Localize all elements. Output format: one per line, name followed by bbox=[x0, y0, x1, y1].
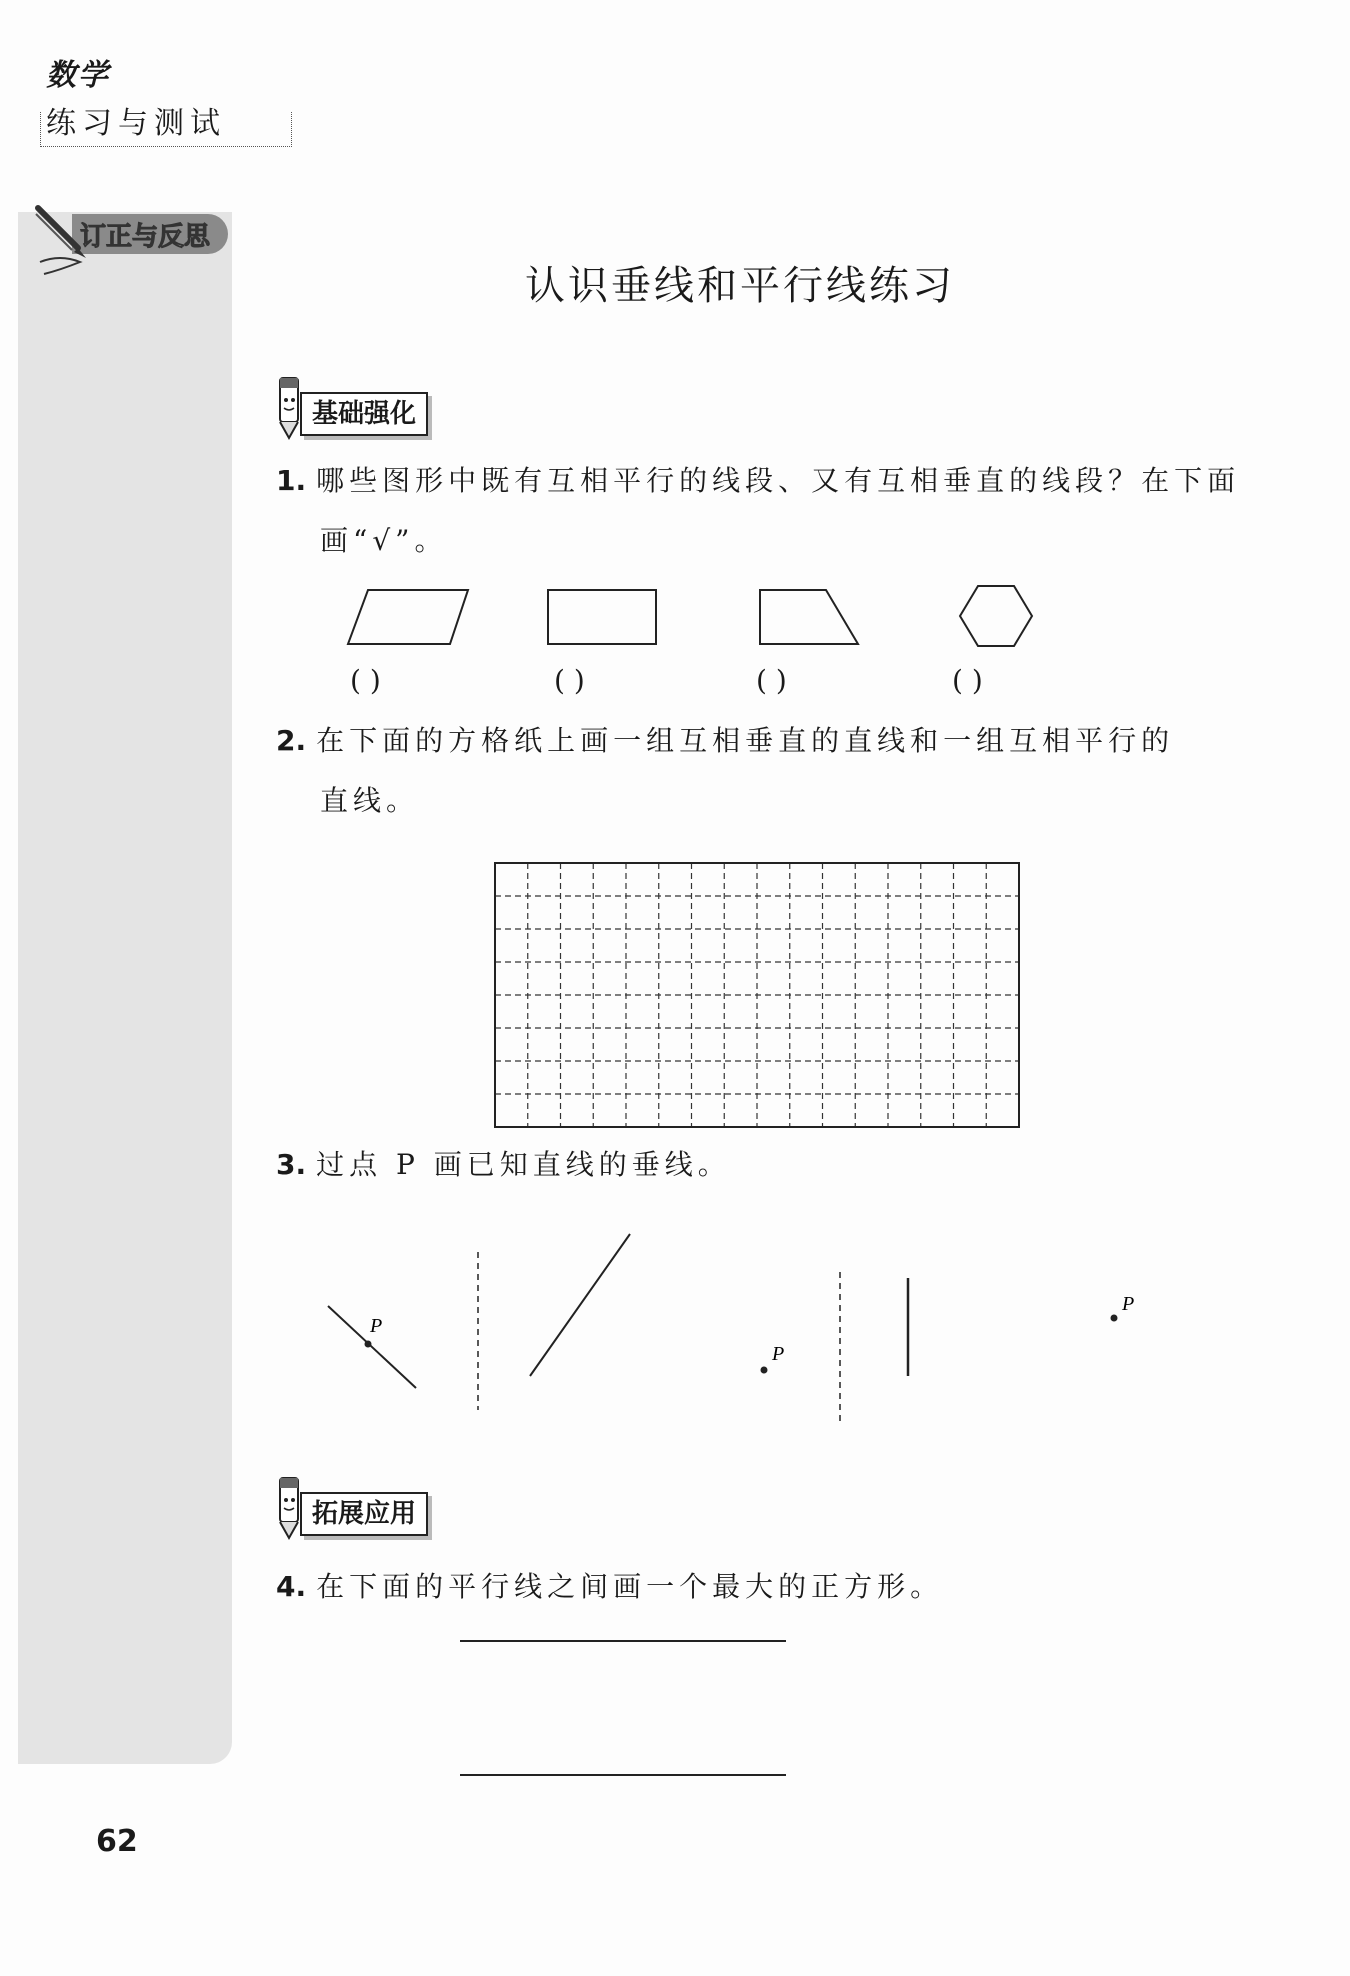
point-p bbox=[761, 1367, 768, 1374]
question-number: 3. bbox=[276, 1148, 307, 1181]
question-2-line2: 直线。 bbox=[320, 784, 420, 817]
answer-blank[interactable]: ( ) bbox=[350, 664, 381, 697]
page-number: 62 bbox=[96, 1824, 138, 1859]
point-p bbox=[1111, 1315, 1118, 1322]
answer-blank[interactable]: ( ) bbox=[952, 664, 983, 697]
question-number: 2. bbox=[276, 724, 307, 757]
question-2 bbox=[276, 724, 1174, 758]
point-label: P bbox=[772, 1343, 785, 1365]
rectangle-icon bbox=[544, 586, 664, 650]
book-title: 数学 bbox=[46, 58, 110, 93]
question-4 bbox=[276, 1570, 943, 1604]
question-3 bbox=[276, 1148, 731, 1182]
point-label: P bbox=[1122, 1293, 1135, 1315]
dashed-grid-paper[interactable] bbox=[494, 862, 1024, 1132]
margin-label: 订正与反思 bbox=[80, 222, 211, 252]
question-text: 哪些图形中既有互相平行的线段、又有互相垂直的线段？在下面 bbox=[316, 464, 1241, 497]
question-1-line2: 画“√”。 bbox=[320, 524, 448, 557]
section-tag-extension: 拓展应用 bbox=[300, 1492, 428, 1536]
question-text: 过点 P 画已知直线的垂线。 bbox=[316, 1148, 731, 1181]
section-tag-basic: 基础强化 bbox=[300, 392, 428, 436]
perpendicular-exercise-figures[interactable] bbox=[300, 1230, 1160, 1440]
point-p bbox=[365, 1341, 372, 1348]
page-title: 认识垂线和平行线练习 bbox=[525, 263, 955, 309]
answer-blank[interactable]: ( ) bbox=[756, 664, 787, 697]
parallelogram-icon bbox=[340, 586, 480, 650]
question-text: 在下面的平行线之间画一个最大的正方形。 bbox=[316, 1570, 944, 1603]
answer-blank[interactable]: ( ) bbox=[554, 664, 585, 697]
parallel-line-top[interactable] bbox=[460, 1640, 786, 1642]
trapezoid-icon bbox=[756, 586, 868, 650]
correction-margin bbox=[18, 212, 232, 1764]
hexagon-icon bbox=[956, 582, 1036, 652]
question-number: 4. bbox=[276, 1570, 307, 1603]
book-subtitle: 练习与测试 bbox=[46, 106, 226, 141]
question-1 bbox=[276, 464, 1240, 498]
subtitle-dotted-frame bbox=[40, 112, 292, 147]
point-label: P bbox=[370, 1315, 383, 1337]
parallel-line-bottom[interactable] bbox=[460, 1774, 786, 1776]
question-number: 1. bbox=[276, 464, 307, 497]
given-line bbox=[530, 1234, 630, 1376]
question-text: 在下面的方格纸上画一组互相垂直的直线和一组互相平行的 bbox=[316, 724, 1175, 757]
